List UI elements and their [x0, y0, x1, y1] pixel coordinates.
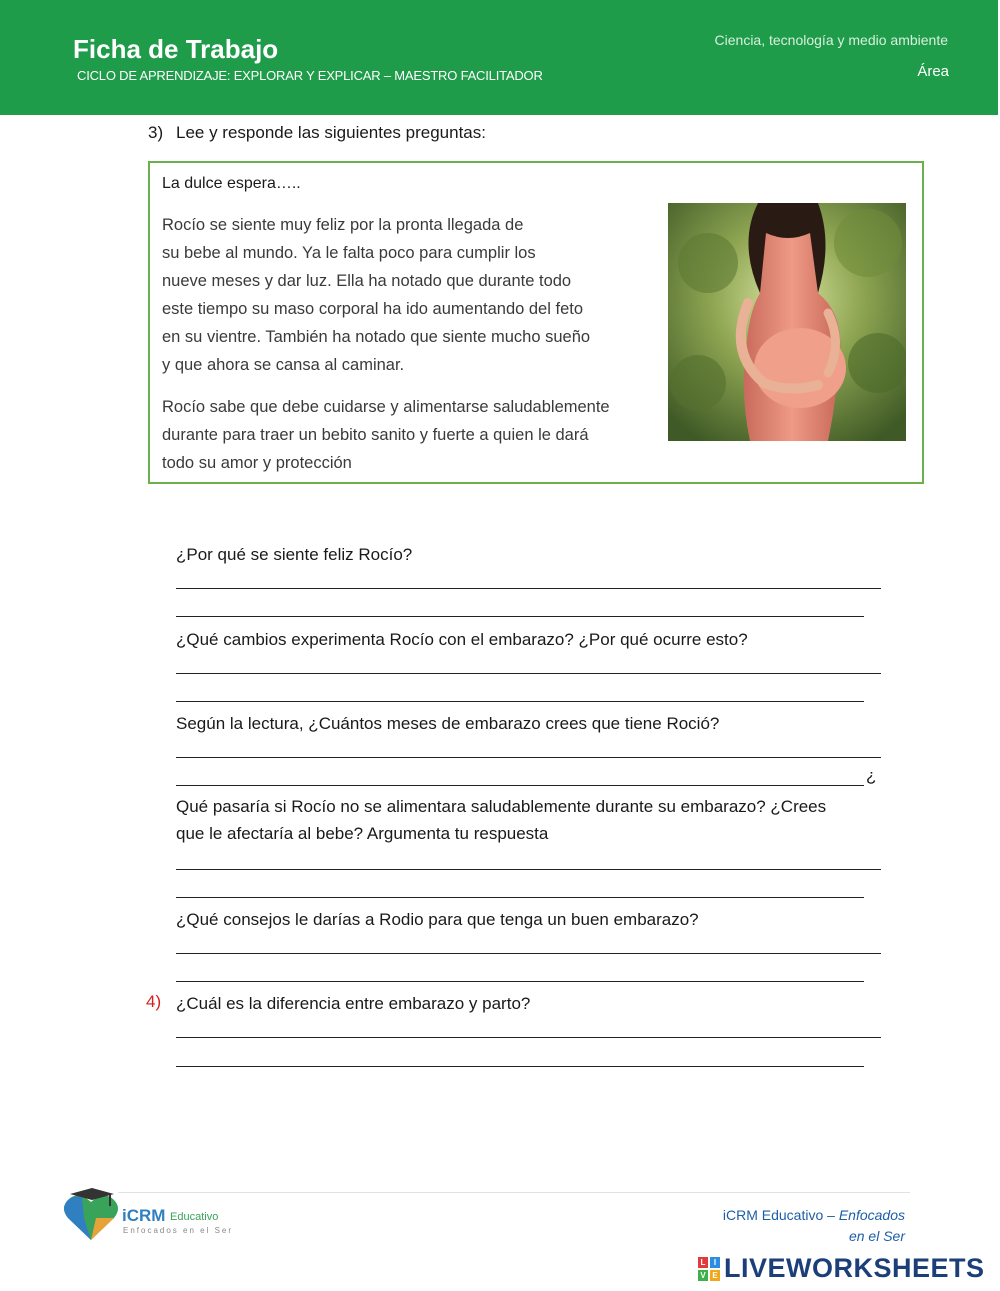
- puzzle-heart-icon: [62, 1188, 120, 1244]
- answer-line[interactable]: [176, 785, 864, 786]
- question-4-line-2: que le afectaría al bebe? Argumenta tu respuesta: [176, 824, 549, 843]
- answer-line[interactable]: [176, 757, 881, 758]
- worksheet-title: Ficha de Trabajo: [73, 34, 279, 64]
- question-3: Según la lectura, ¿Cuántos meses de embarazo crees que tiene Roció?: [176, 714, 720, 733]
- answer-line[interactable]: [176, 1037, 881, 1038]
- answer-line[interactable]: [176, 1066, 864, 1067]
- section-4-question: ¿Cuál es la diferencia entre embarazo y parto?: [176, 994, 531, 1013]
- worksheet-subtitle: CICLO DE APRENDIZAJE: EXPLORAR Y EXPLICAR – MAESTRO FACILITADOR: [77, 68, 543, 83]
- reading-line: Rocío se siente muy feliz por la pronta llegada de: [162, 216, 524, 234]
- question-block-4: [176, 793, 881, 847]
- question-block-1: [176, 541, 881, 568]
- pregnant-woman-photo: [668, 203, 906, 441]
- question-block-section-4: [176, 990, 881, 1017]
- header-banner: [0, 0, 998, 115]
- question-1: ¿Por qué se siente feliz Rocío?: [176, 545, 413, 564]
- footer-brand-name: iCRM Educativo –: [722, 1207, 835, 1223]
- question-4-line-1: Qué pasaría si Rocío no se alimentara saludablemente durante su embarazo? ¿Crees: [176, 797, 827, 816]
- reading-line: nueve meses y dar luz. Ella ha notado que durante todo: [162, 272, 572, 290]
- question-block-3: [176, 710, 881, 737]
- reading-title: La dulce espera…..: [162, 175, 301, 192]
- question-block-5: [176, 906, 881, 933]
- answer-line[interactable]: [176, 869, 881, 870]
- reading-line: en su vientre. También ha notado que siente mucho sueño: [162, 328, 591, 346]
- question-block-2: [176, 626, 881, 653]
- reading-paragraph-1: [162, 211, 590, 379]
- reading-line: todo su amor y protección: [162, 454, 352, 472]
- answer-line[interactable]: [176, 673, 881, 674]
- answer-line[interactable]: [176, 701, 864, 702]
- liveworksheets-text: LIVEWORKSHEETS: [724, 1253, 985, 1283]
- question-2: ¿Qué cambios experimenta Rocío con el embarazo? ¿Por qué ocurre esto?: [176, 630, 748, 649]
- reading-line: Rocío sabe que debe cuidarse y alimentarse saludablemente: [162, 398, 610, 416]
- reading-line: este tiempo su maso corporal ha ido aumentando del feto: [162, 300, 584, 318]
- liveworksheets-logo[interactable]: [698, 1253, 998, 1285]
- icrm-logo: [62, 1188, 242, 1244]
- section-3-instruction: [148, 123, 486, 143]
- reading-paragraph-2: [162, 393, 610, 477]
- answer-line[interactable]: [176, 616, 864, 617]
- logo-word: Educativo: [170, 1211, 219, 1223]
- live-squares-icon: L I V E: [698, 1257, 720, 1281]
- section-3-text: Lee y responde las siguientes preguntas:: [176, 123, 486, 142]
- logo-brand: iCRM: [122, 1206, 166, 1225]
- reading-line: durante para traer un bebito sanito y fuerte a quien le dará: [162, 426, 589, 444]
- reading-line: su bebe al mundo. Ya le falta poco para cumplir los: [162, 244, 536, 262]
- footer-slogan-2: en el Ser: [848, 1228, 905, 1244]
- answer-line[interactable]: [176, 588, 881, 589]
- subject-name: Ciencia, tecnología y medio ambiente: [714, 32, 948, 48]
- answer-line[interactable]: [176, 953, 881, 954]
- section-4-number: 4): [146, 992, 162, 1011]
- question-4-mark: ¿: [866, 766, 877, 785]
- answer-line[interactable]: [176, 981, 864, 982]
- logo-tagline: Enfocados en el Ser: [123, 1226, 234, 1235]
- answer-line[interactable]: [176, 897, 864, 898]
- question-5: ¿Qué consejos le darías a Rodio para que tenga un buen embarazo?: [176, 910, 699, 929]
- reading-line: y que ahora se cansa al caminar.: [162, 356, 405, 374]
- section-3-number: 3): [148, 123, 164, 142]
- footer-slogan-1: Enfocados: [838, 1207, 905, 1223]
- reading-box: [148, 161, 924, 484]
- area-label: Área: [917, 63, 949, 80]
- footer-brand: [723, 1205, 905, 1247]
